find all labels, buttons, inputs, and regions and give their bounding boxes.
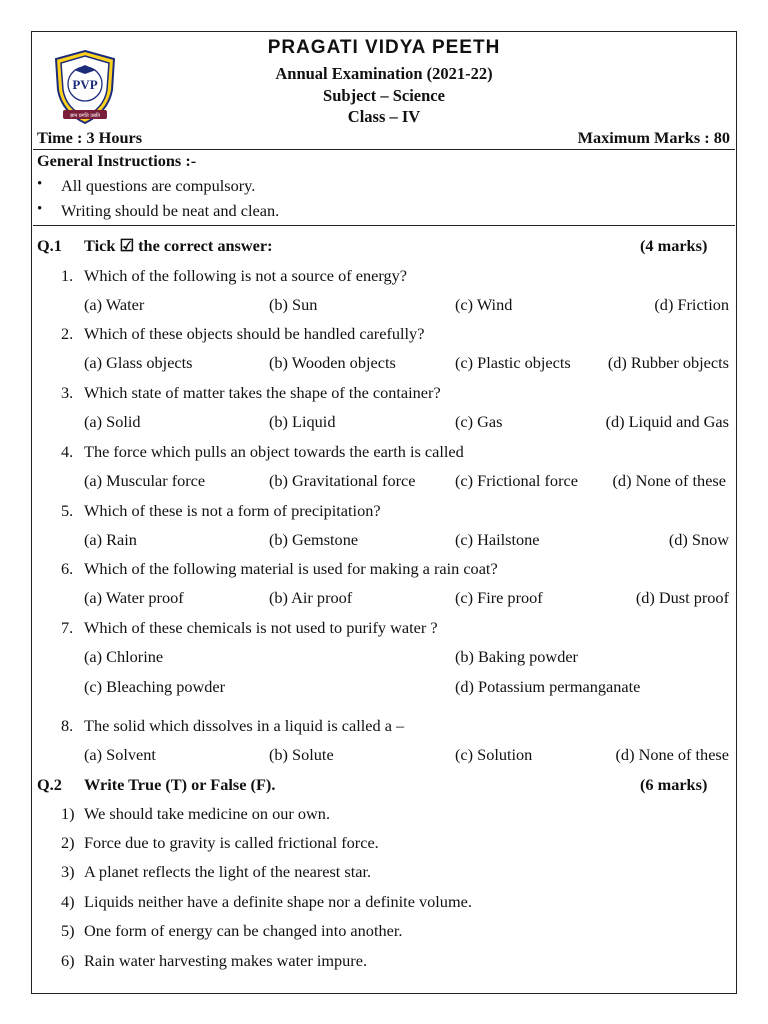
tf-statement: Liquids neither have a definite shape nor a definite volume. xyxy=(84,892,472,911)
divider xyxy=(33,225,735,226)
q2-number: Q.2 xyxy=(37,775,62,794)
svg-text:ज्ञान प्रगति उन्नति: ज्ञान प्रगति उन्नति xyxy=(70,113,100,119)
exam-title: Annual Examination (2021-22) xyxy=(275,64,493,83)
question-number: 7. xyxy=(61,618,74,637)
option-a: (a) Solvent xyxy=(84,745,156,764)
option-c: (c) Bleaching powder xyxy=(84,677,226,696)
q2-marks: (6 marks) xyxy=(640,775,708,794)
tf-number: 3) xyxy=(61,862,75,881)
option-d: (d) Potassium permanganate xyxy=(455,677,641,696)
question-number: 4. xyxy=(61,442,74,461)
option-a: (a) Water xyxy=(84,295,145,314)
bullet-icon: • xyxy=(37,176,43,192)
option-c: (c) Wind xyxy=(455,295,513,314)
option-d: (d) Liquid and Gas xyxy=(605,412,729,431)
option-d: (d) Snow xyxy=(668,530,729,549)
option-a: (a) Glass objects xyxy=(84,353,193,372)
instructions-heading: General Instructions :- xyxy=(37,151,197,170)
option-a: (a) Chlorine xyxy=(84,647,164,666)
option-b: (b) Air proof xyxy=(269,588,353,607)
tf-statement: Rain water harvesting makes water impure. xyxy=(84,951,368,970)
option-d: (d) None of these xyxy=(612,471,726,490)
option-c: (c) Plastic objects xyxy=(455,353,571,372)
question-text: Which state of matter takes the shape of the container? xyxy=(84,383,441,402)
max-marks-label: Maximum Marks : 80 xyxy=(577,128,730,147)
question-number: 6. xyxy=(61,559,74,578)
option-d: (d) Friction xyxy=(654,295,729,314)
option-b: (b) Sun xyxy=(269,295,318,314)
tf-number: 1) xyxy=(61,804,75,823)
instruction-item: Writing should be neat and clean. xyxy=(61,201,280,220)
option-d: (d) Dust proof xyxy=(635,588,729,607)
divider xyxy=(33,149,735,150)
question-text: Which of the following is not a source of energy? xyxy=(84,266,407,285)
bullet-icon: • xyxy=(37,201,43,217)
tf-statement: Force due to gravity is called frictional force. xyxy=(84,833,379,852)
q2-title: Write True (T) or False (F). xyxy=(84,775,276,794)
option-a: (a) Muscular force xyxy=(84,471,206,490)
question-number: 5. xyxy=(61,501,74,520)
option-d: (d) Rubber objects xyxy=(607,353,729,372)
class-title: Class – IV xyxy=(347,107,421,126)
question-text: The force which pulls an object towards the earth is called xyxy=(84,442,464,461)
tf-number: 4) xyxy=(61,892,75,911)
instruction-item: All questions are compulsory. xyxy=(61,176,256,195)
question-number: 8. xyxy=(61,716,74,735)
q1-title: Tick ☑ the correct answer: xyxy=(84,236,273,255)
option-a: (a) Rain xyxy=(84,530,137,549)
tf-statement: We should take medicine on our own. xyxy=(84,804,331,823)
question-text: Which of these is not a form of precipitation? xyxy=(84,501,381,520)
tf-statement: A planet reflects the light of the nearest star. xyxy=(84,862,372,881)
question-number: 2. xyxy=(61,324,74,343)
subject-title: Subject – Science xyxy=(323,86,445,105)
option-b: (b) Solute xyxy=(269,745,334,764)
option-b: (b) Liquid xyxy=(269,412,336,431)
school-name: PRAGATI VIDYA PEETH xyxy=(267,37,501,58)
option-c: (c) Frictional force xyxy=(455,471,578,490)
question-number: 1. xyxy=(61,266,74,285)
question-text: Which of these chemicals is not used to purify water ? xyxy=(84,618,438,637)
option-b: (b) Gravitational force xyxy=(269,471,416,490)
tf-number: 6) xyxy=(61,951,75,970)
option-d: (d) None of these xyxy=(615,745,729,764)
tf-statement: One form of energy can be changed into another. xyxy=(84,921,403,940)
tf-number: 2) xyxy=(61,833,75,852)
q1-number: Q.1 xyxy=(37,236,62,255)
option-c: (c) Hailstone xyxy=(455,530,540,549)
time-label: Time : 3 Hours xyxy=(37,128,143,147)
option-c: (c) Fire proof xyxy=(455,588,543,607)
question-text: Which of these objects should be handled carefully? xyxy=(84,324,425,343)
svg-text:PVP: PVP xyxy=(72,77,98,92)
question-number: 3. xyxy=(61,383,74,402)
option-b: (b) Gemstone xyxy=(269,530,359,549)
question-text: Which of the following material is used for making a rain coat? xyxy=(84,559,498,578)
option-c: (c) Gas xyxy=(455,412,503,431)
option-a: (a) Solid xyxy=(84,412,141,431)
option-b: (b) Wooden objects xyxy=(269,353,396,372)
option-a: (a) Water proof xyxy=(84,588,184,607)
question-text: The solid which dissolves in a liquid is called a – xyxy=(84,716,405,735)
q1-marks: (4 marks) xyxy=(640,236,708,255)
tf-number: 5) xyxy=(61,921,75,940)
option-c: (c) Solution xyxy=(455,745,533,764)
option-b: (b) Baking powder xyxy=(455,647,578,666)
